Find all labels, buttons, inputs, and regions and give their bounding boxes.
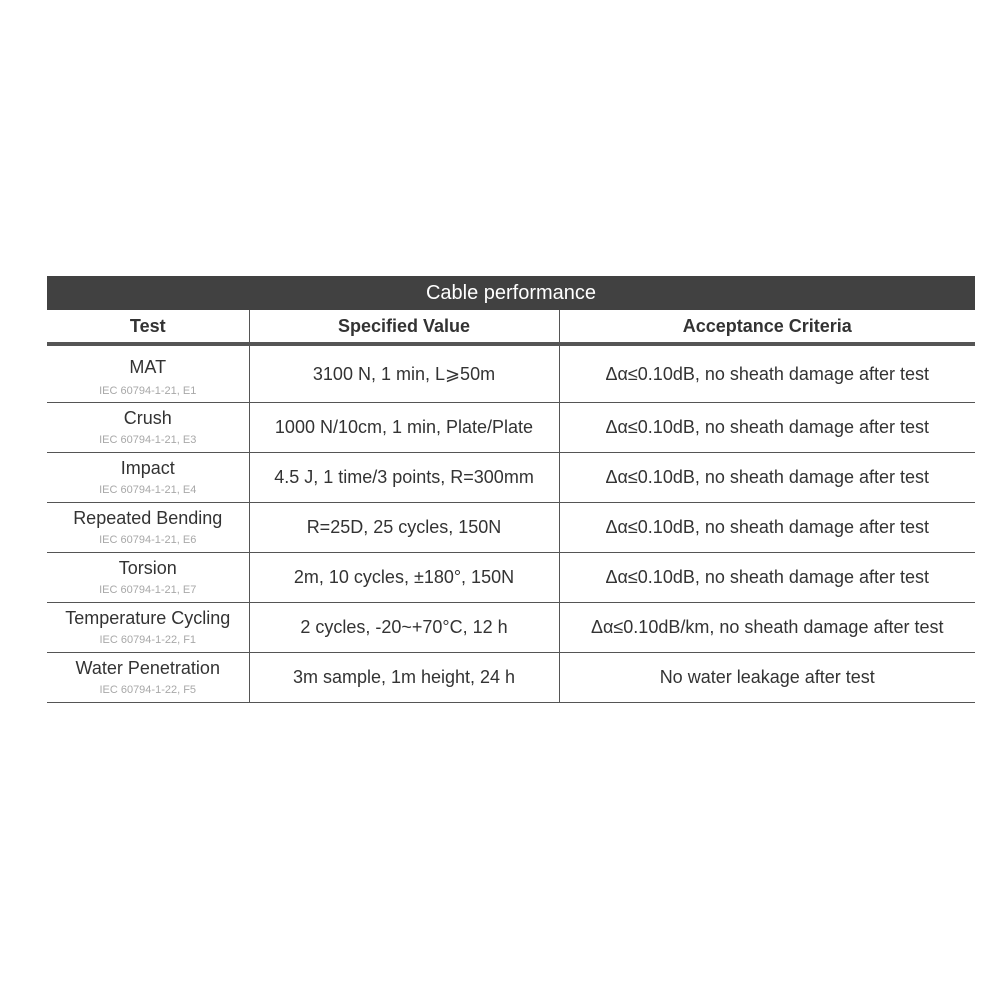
header-acceptance-criteria: Acceptance Criteria bbox=[559, 310, 975, 344]
acceptance-criteria-cell: Δα≤0.10dB, no sheath damage after test bbox=[559, 503, 975, 553]
specified-value-cell: 3m sample, 1m height, 24 h bbox=[249, 653, 559, 703]
test-name: Temperature Cycling bbox=[65, 608, 231, 628]
table-row bbox=[47, 653, 975, 703]
specified-value-cell: 3100 N, 1 min, L⩾50m bbox=[249, 344, 559, 403]
acceptance-criteria-cell: Δα≤0.10dB, no sheath damage after test bbox=[559, 553, 975, 603]
test-cell bbox=[47, 503, 249, 553]
test-standard: IEC 60794-1-21, E7 bbox=[99, 584, 197, 596]
table-row bbox=[47, 503, 975, 553]
test-name: Repeated Bending bbox=[73, 508, 223, 528]
test-cell bbox=[47, 603, 249, 653]
test-cell bbox=[47, 653, 249, 703]
table-row bbox=[47, 344, 975, 403]
test-standard: IEC 60794-1-22, F1 bbox=[99, 634, 197, 646]
specified-value-cell: 4.5 J, 1 time/3 points, R=300mm bbox=[249, 453, 559, 503]
test-name: Water Penetration bbox=[75, 658, 220, 678]
test-standard: IEC 60794-1-21, E4 bbox=[99, 484, 197, 496]
specified-value-cell: R=25D, 25 cycles, 150N bbox=[249, 503, 559, 553]
test-name: Torsion bbox=[118, 558, 177, 578]
cable-performance-table bbox=[47, 276, 975, 703]
specified-value-cell: 2 cycles, -20~+70°C, 12 h bbox=[249, 603, 559, 653]
test-cell bbox=[47, 344, 249, 403]
test-cell bbox=[47, 403, 249, 453]
header-specified-value: Specified Value bbox=[249, 310, 559, 344]
acceptance-criteria-cell: Δα≤0.10dB, no sheath damage after test bbox=[559, 403, 975, 453]
specified-value-cell: 1000 N/10cm, 1 min, Plate/Plate bbox=[249, 403, 559, 453]
test-cell bbox=[47, 453, 249, 503]
specified-value-cell: 2m, 10 cycles, ±180°, 150N bbox=[249, 553, 559, 603]
test-cell bbox=[47, 553, 249, 603]
acceptance-criteria-cell: Δα≤0.10dB/km, no sheath damage after test bbox=[559, 603, 975, 653]
table-title: Cable performance bbox=[47, 276, 975, 310]
table-row bbox=[47, 603, 975, 653]
test-standard: IEC 60794-1-21, E3 bbox=[99, 434, 197, 446]
performance-table bbox=[47, 310, 975, 703]
table-row bbox=[47, 403, 975, 453]
acceptance-criteria-cell: Δα≤0.10dB, no sheath damage after test bbox=[559, 344, 975, 403]
test-name: Impact bbox=[120, 458, 175, 478]
acceptance-criteria-cell: No water leakage after test bbox=[559, 653, 975, 703]
test-name: MAT bbox=[129, 357, 167, 377]
table-row bbox=[47, 553, 975, 603]
test-standard: IEC 60794-1-21, E1 bbox=[99, 385, 197, 397]
acceptance-criteria-cell: Δα≤0.10dB, no sheath damage after test bbox=[559, 453, 975, 503]
test-name: Crush bbox=[123, 408, 172, 428]
header-row bbox=[47, 310, 975, 344]
table-row bbox=[47, 453, 975, 503]
test-standard: IEC 60794-1-22, F5 bbox=[99, 684, 197, 696]
header-test: Test bbox=[47, 310, 249, 344]
test-standard: IEC 60794-1-21, E6 bbox=[99, 534, 197, 546]
